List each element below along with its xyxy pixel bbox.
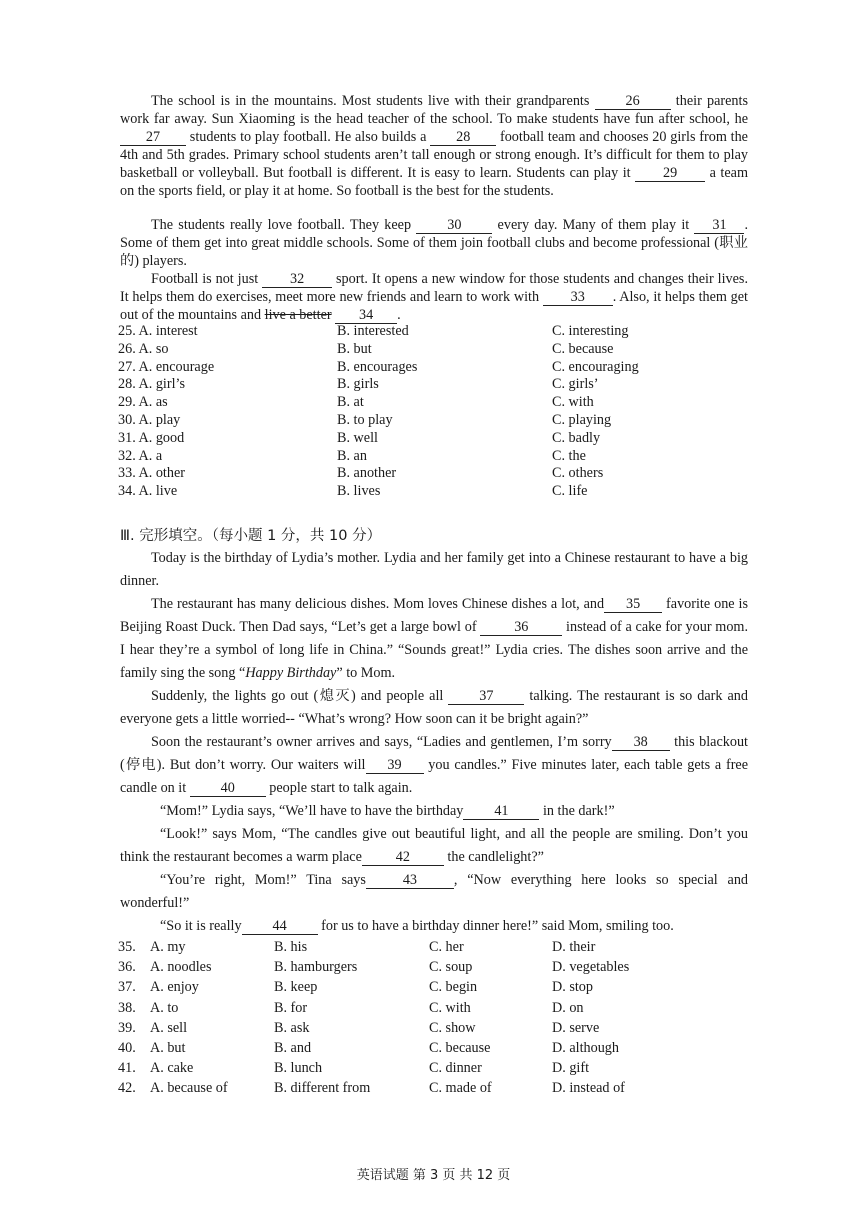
passage2-paragraph-7: “You’re right, Mom!” Tina says 43 , “Now everything here looks so special and wonderful!” — [120, 872, 749, 911]
option-row: 41. A. cake B. lunch C. dinner D. gift — [118, 1060, 590, 1077]
passage2-paragraph-2: The restaurant has many delicious dishes. Mom loves Chinese dishes a lot, and 35 favorite one is Beijing Roast Duck. Then Dad says, “Let’s get a large bowl of 36 instead of a cake for your mom. I hear they’re a symbol of long life in China.” “Sounds great!” Lydia cries. The dishes soon arrive and the family sing the song “Happy Birthday” to Mom. — [120, 596, 748, 681]
passage2-paragraph-8: “So it is really 44 for us to have a birthday dinner here!” said Mom, smiling too. — [160, 918, 674, 934]
passage2-paragraph-3: Suddenly, the lights go out (熄灭) and people all 37 talking. The restaurant is so dark and everyone gets a little worried-- “What’s wrong? How soon can it be bright again?” — [120, 688, 748, 727]
blank-30: 30 — [416, 218, 492, 234]
options-35-42 — [118, 937, 758, 1099]
blank-44: 44 — [242, 919, 318, 935]
blank-26: 26 — [595, 94, 671, 110]
blank-40: 40 — [190, 781, 266, 797]
option-row: 33. A. other B. another C. others — [118, 465, 604, 482]
blank-42: 42 — [362, 850, 444, 866]
option-row: 37. A. enjoy B. keep C. begin D. stop — [118, 979, 593, 996]
options-25-34 — [118, 323, 758, 501]
option-row: 27. A. encourage B. encourages C. encouraging — [118, 358, 639, 375]
blank-29: 29 — [635, 166, 705, 182]
option-row: 38. A. to B. for C. with D. on — [118, 999, 584, 1016]
passage1-paragraph-2: The students really love football. They keep 30 every day. Many of them play it 31 . Some of them get into great middle schools. Some of them join football clubs and become professional (职业的) players. — [120, 217, 748, 269]
blank-28: 28 — [430, 130, 496, 146]
option-row: 36. A. noodles B. hamburgers C. soup D. vegetables — [118, 959, 630, 976]
option-row: 39. A. sell B. ask C. show D. serve — [118, 1019, 600, 1036]
passage1-paragraph-3: Football is not just 32 sport. It opens a new window for those students and changes their lives. It helps them do exercises, meet more new friends and learn to work with 33 . Also, it helps them get out of the mountains and live a better 34 . — [120, 271, 748, 323]
blank-35: 35 — [604, 597, 662, 613]
blank-43: 43 — [366, 873, 454, 889]
option-row: 42. A. because of B. different from C. made of D. instead of — [118, 1080, 625, 1097]
blank-31: 31 — [694, 218, 744, 234]
option-row: 25. A. interest B. interested C. interesting — [118, 323, 629, 339]
blank-36: 36 — [480, 620, 562, 636]
blank-34: 34 — [335, 308, 397, 324]
blank-39: 39 — [366, 758, 424, 774]
option-row: 30. A. play B. to play C. playing — [118, 411, 612, 428]
blank-32: 32 — [262, 272, 332, 288]
blank-27: 27 — [120, 130, 186, 146]
option-row: 40. A. but B. and C. because D. although — [118, 1039, 619, 1056]
option-row: 32. A. a B. an C. the — [118, 447, 586, 464]
section-title: Ⅲ. 完形填空。（每小题 1 分，共 10 分） — [120, 528, 382, 544]
passage2-paragraph-1: Today is the birthday of Lydia’s mother. Lydia and her family get into a Chinese restaurant to have a big dinner. — [120, 550, 748, 589]
blank-33: 33 — [543, 290, 613, 306]
option-row: 35. A. my B. his C. her D. their — [118, 939, 596, 955]
page-footer: 英语试题 第 3 页 共 12 页 — [356, 1168, 511, 1183]
option-row: 28. A. girl’s B. girls C. girls’ — [118, 376, 599, 393]
option-row: 29. A. as B. at C. with — [118, 394, 594, 411]
option-row: 34. A. live B. lives C. life — [118, 483, 588, 500]
option-row: 31. A. good B. well C. badly — [118, 429, 601, 446]
passage1-paragraph-1: The school is in the mountains. Most students live with their grandparents 26 their parents work far away. Sun Xiaoming is the head teacher of the school. To make students have fun after school, he 27 students to play football. He also builds a 28 football team and chooses 20 girls from the 4th and 5th grades. Primary school students aren’t tall enough or strong enough. It’s difficult for them to play basketball or volleyball. But football is different. It is easy to learn. Students can play it 29 a team on the sports field, or play it at home. So football is the best for the students. — [120, 93, 748, 199]
passage2-paragraph-4: Soon the restaurant’s owner arrives and says, “Ladies and gentlemen, I’m sorry 38 this blackout (停电). But don’t worry. Our waiters will 39 you candles.” Five minutes later, each table gets a free candle on it 40 people start to talk again. — [120, 734, 749, 796]
passage2-paragraph-5: “Mom!” Lydia says, “We’ll have to have the birthday 41 in the dark!” — [160, 803, 615, 819]
option-row: 26. A. so B. but C. because — [118, 340, 614, 357]
blank-41: 41 — [463, 804, 539, 820]
passage2-paragraph-6: “Look!” says Mom, “The candles give out beautiful light, and all the people are smiling. Don’t you think the restaurant becomes a warm place 42 the candlelight?” — [120, 826, 748, 865]
crossed-out-text: live a better — [264, 307, 332, 323]
blank-38: 38 — [612, 735, 670, 751]
blank-37: 37 — [448, 689, 524, 705]
